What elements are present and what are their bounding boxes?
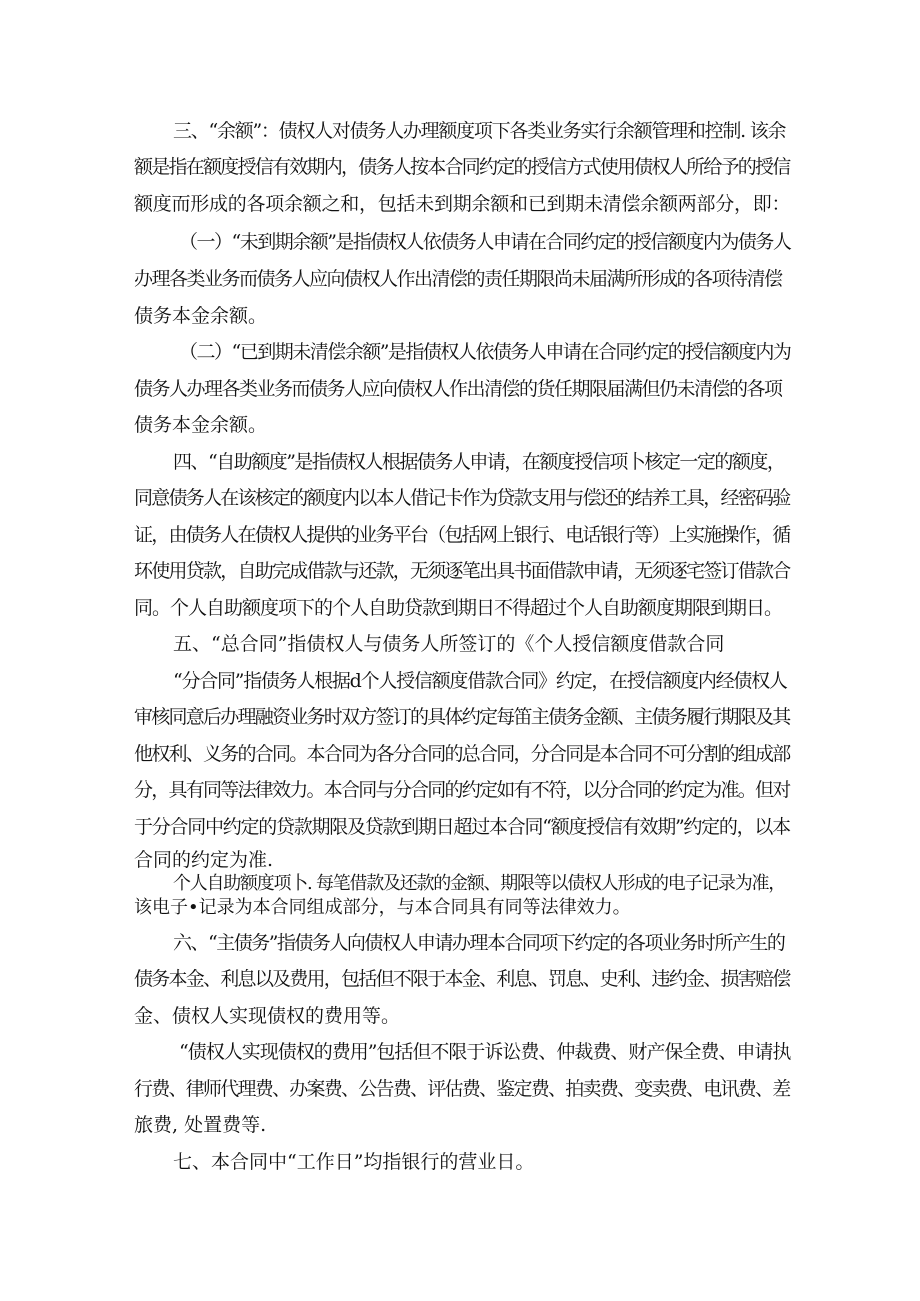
text-line: “债权人实现债权的费用”包括但不限于诉讼费、仲裁费、财产保全费、申请执 [179,1041,791,1063]
text-line: 合同的约定为准. [134,849,274,871]
text-line: 行费、律师代理费、办案费、公告费、评估费、鉴定费、拍卖费、变卖费、电讯费、差 [134,1078,790,1100]
text-line: 分，具有同等法律效力。本合同与分合同的约定如有不符，以分合同的约定为准。但对 [134,779,790,801]
text-line: （一）“未到期余额”是指债权人依债务人申请在合同约定的授信额度内为债务人 [179,231,791,253]
text-line: 额是指在额度授信有效期内，债务人按本合同约定的授信方式使用债权人所给予的授信 [134,156,790,178]
text-line: （二）“已到期未清偿余额”是指债权人依债务人申请在合同约定的授信额度内为 [179,341,791,363]
text-line: 个人自助额度项卜. 每笔借款及还款的金额、期限等以债权人形成的电子记录为准， [173,873,785,894]
text-line: 于分合同中约定的贷款期限及贷款到期日超过本合同“额度授信有效期”约定的，以本 [134,816,790,838]
text-line: 证，由债务人在债权人提供的业务平台（包括网上银行、电话银行等）上实施操作，循 [134,524,790,546]
text-line: 他权利、义务的合同。本合同为各分合同的总合同，分合同是本合同不可分割的组成部 [134,743,790,765]
text-line: 债务本金余额。 [134,414,268,436]
text-line: 四、“自助额度”是指债权人根据债务人申请，在额度授信项卜核定一定的额度， [173,451,785,473]
text-line: 办理各类业务而债务人应向债权人作出清偿的责任期限尚未届满所形成的各项待清偿 [134,268,782,290]
text-line: 债务人办理各类业务而债务人应向债权人作出清偿的货任期限届满但仍未清偿的各项 [134,378,782,400]
text-line: 债务本金、利息以及费用，包括但不限于本金、利息、罚息、史利、违约金、损害赔偿 [134,968,790,990]
text-line: 三、“余额”：债权人对债务人办理额度项下各类业务实行余额管理和控制. 该余 [173,120,786,142]
text-line: 七、本合同中“工作日”均指银行的营业日。 [173,1151,535,1173]
text-line: 同意债务人在该核定的额度内以本人借记卡作为贷款支用与偿还的结养工具，经密码验 [134,487,790,509]
text-line: 额度而形成的各项余额之和，包括未到期余额和已到期未清偿余额两部分，即： [134,193,791,215]
text-line: 六、“主债务”指债务人向债权人申请办理本合同项下约定的各项业务时所产生的 [173,932,785,954]
text-line: 同。个人自助额度项下的个人自助贷款到期日不得超过个人自助额度期限到期日。 [134,597,783,619]
text-line: 环使用贷款，自助完成借款与还款，无须逐笔出具书面借款申请，无须逐宅签订借款合 [134,560,790,582]
text-line: 金、债权人实现债权的费用等。 [134,1005,401,1027]
text-line: 旅费, 处置费等. [134,1114,267,1136]
text-line: 审核同意后办理融资业务时双方签订的具体约定每笛主债务金额、主债务履行期限及其 [134,706,790,728]
text-line: 该电子•记录为本合同组成部分，与本合同具有同等法律效力。 [134,897,631,918]
text-line: 五、“总合同”指债权人与债务人所签订的《个人授信额度借款合同 [173,633,725,655]
text-line: 债务本金余额。 [134,305,268,327]
text-line: “分合同”指债务人根据d个人授信额度借款合同》约定，在授信额度内经债权人 [173,670,787,692]
